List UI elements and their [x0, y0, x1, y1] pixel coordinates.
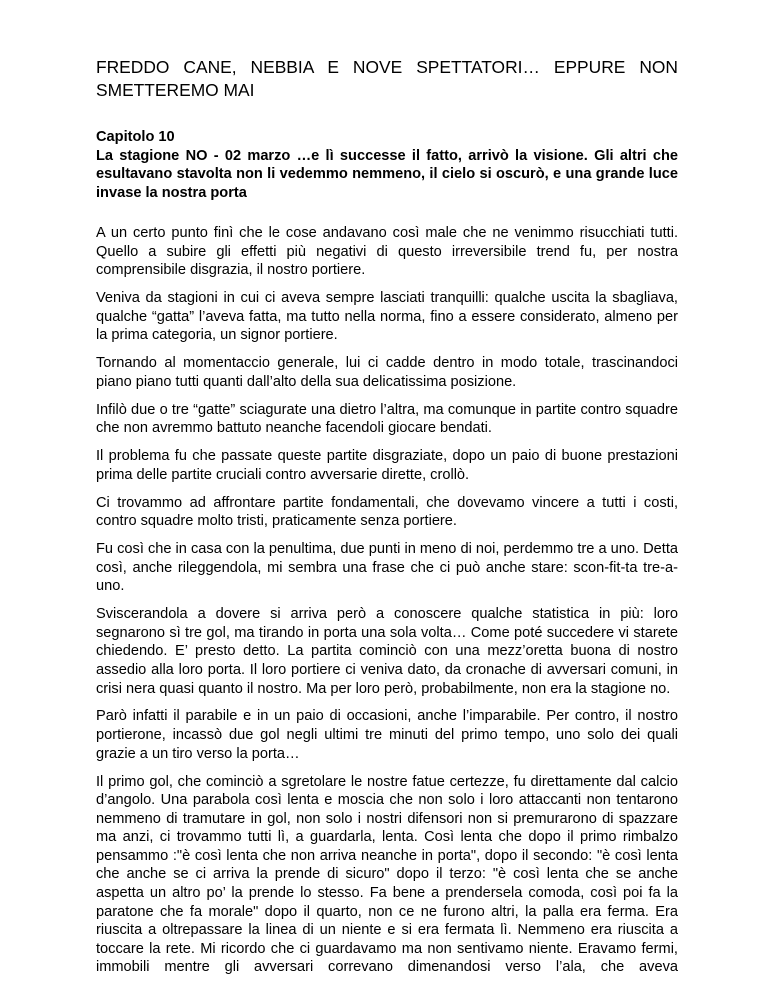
paragraph: Ci trovammo ad affrontare partite fondamentali, che dovevamo vincere a tutti i costi, contro squadre molto tristi, praticamente senza portiere.: [96, 494, 678, 530]
paragraph: Tornando al momentaccio generale, lui ci cadde dentro in modo totale, trascinandoci piano piano tutti quanti dall’alto della sua delicatissima posizione.: [96, 355, 678, 390]
chapter-label: Capitolo 10: [96, 129, 175, 145]
paragraph: A un certo punto finì che le cose andavano così male che ne venimmo risucchiati tutti. Quello a subire gli effetti più negativi di questo irreversibile trend fu, per nostra comprensibile disgrazia, il nostro portiere.: [96, 225, 678, 279]
paragraph: Sviscerandola a dovere si arriva però a conoscere qualche statistica in più: loro segnarono sì tre gol, ma tirando in porta una sola volta… Come poté succedere vi starete chiedendo. E’ presto detto. La partita cominciò con una mezz’oretta buona di nostro assedio alla loro porta. Il loro portiere ci veniva dato, da cronache di avversari comuni, in crisi nera quasi quanto il nostro. Ma per loro però, probabilmente, non era la stagione no.: [96, 606, 678, 697]
document-page: [96, 56, 678, 977]
paragraph: Infilò due o tre “gatte” sciagurate una dietro l’altra, ma comunque in partite contro squadre che non avremmo battuto neanche facendoli giocare bendati.: [96, 401, 678, 437]
document-title: FREDDO CANE, NEBBIA E NOVE SPETTATORI… EPPURE NON SMETTEREMO MAI: [96, 57, 678, 100]
chapter-subtitle: La stagione NO - 02 marzo …e lì successe il fatto, arrivò la visione. Gli altri che esultavano stavolta non li vedemmo nemmeno, il cielo si oscurò, e una grande luce invase la nostra porta: [96, 147, 678, 201]
paragraph: Veniva da stagioni in cui ci aveva sempre lasciati tranquilli: qualche uscita la sbagliava, qualche “gatta” l’aveva fatta, ma tutto nella norma, fino a essere considerato, almeno per la prima categoria, un signor portiere.: [96, 290, 678, 344]
paragraph: Parò infatti il parabile e in un paio di occasioni, anche l’imparabile. Per contro, il nostro portierone, incassò due gol negli ultimi tre minuti del primo tempo, uno solo dei quali grazie a un tiro verso la porta…: [96, 708, 678, 762]
paragraph: Fu così che in casa con la penultima, due punti in meno di noi, perdemmo tre a uno. Detta così, anche rileggendola, mi sembra una frase che ci può anche stare: scon-fit-ta tre-a-uno.: [96, 541, 678, 595]
paragraph: Il primo gol, che cominciò a sgretolare le nostre fatue certezze, fu direttamente dal calcio d’angolo. Una parabola così lenta e moscia che non solo i loro attaccanti non tentarono nemmeno di tramutare in gol, non solo i nostri difensori non si premurarono di spazzare ma anzi, ci trovammo tutti lì, a guardarla, lenta. Così lenta che dopo il primo rimbalzo pensammo :"è così lenta che non arriva neanche in porta", dopo il secondo: "è così lenta che anche se ci arriva la prende di sicuro" dopo il terzo: "è così lenta che se anche aspetta un altro po’ la prende lo stesso. Fa bene a prendersela comoda, così poi fa la paratone che fa morale" dopo il quarto, non ce ne furono altri, la palla era ferma. Era riuscita a oltrepassare la linea di un niente e si era fermata lì. Nemmeno era riuscita a toccare la rete. Mi ricordo che ci guardavamo ma non sentivamo niente. Eravamo fermi, immobili mentre gli avversari correvano dimenandosi verso l’ala, che aveva: [96, 773, 678, 976]
paragraph: Il problema fu che passate queste partite disgraziate, dopo un paio di buone prestazioni prima delle partite cruciali contro avversarie dirette, crollò.: [96, 448, 678, 483]
